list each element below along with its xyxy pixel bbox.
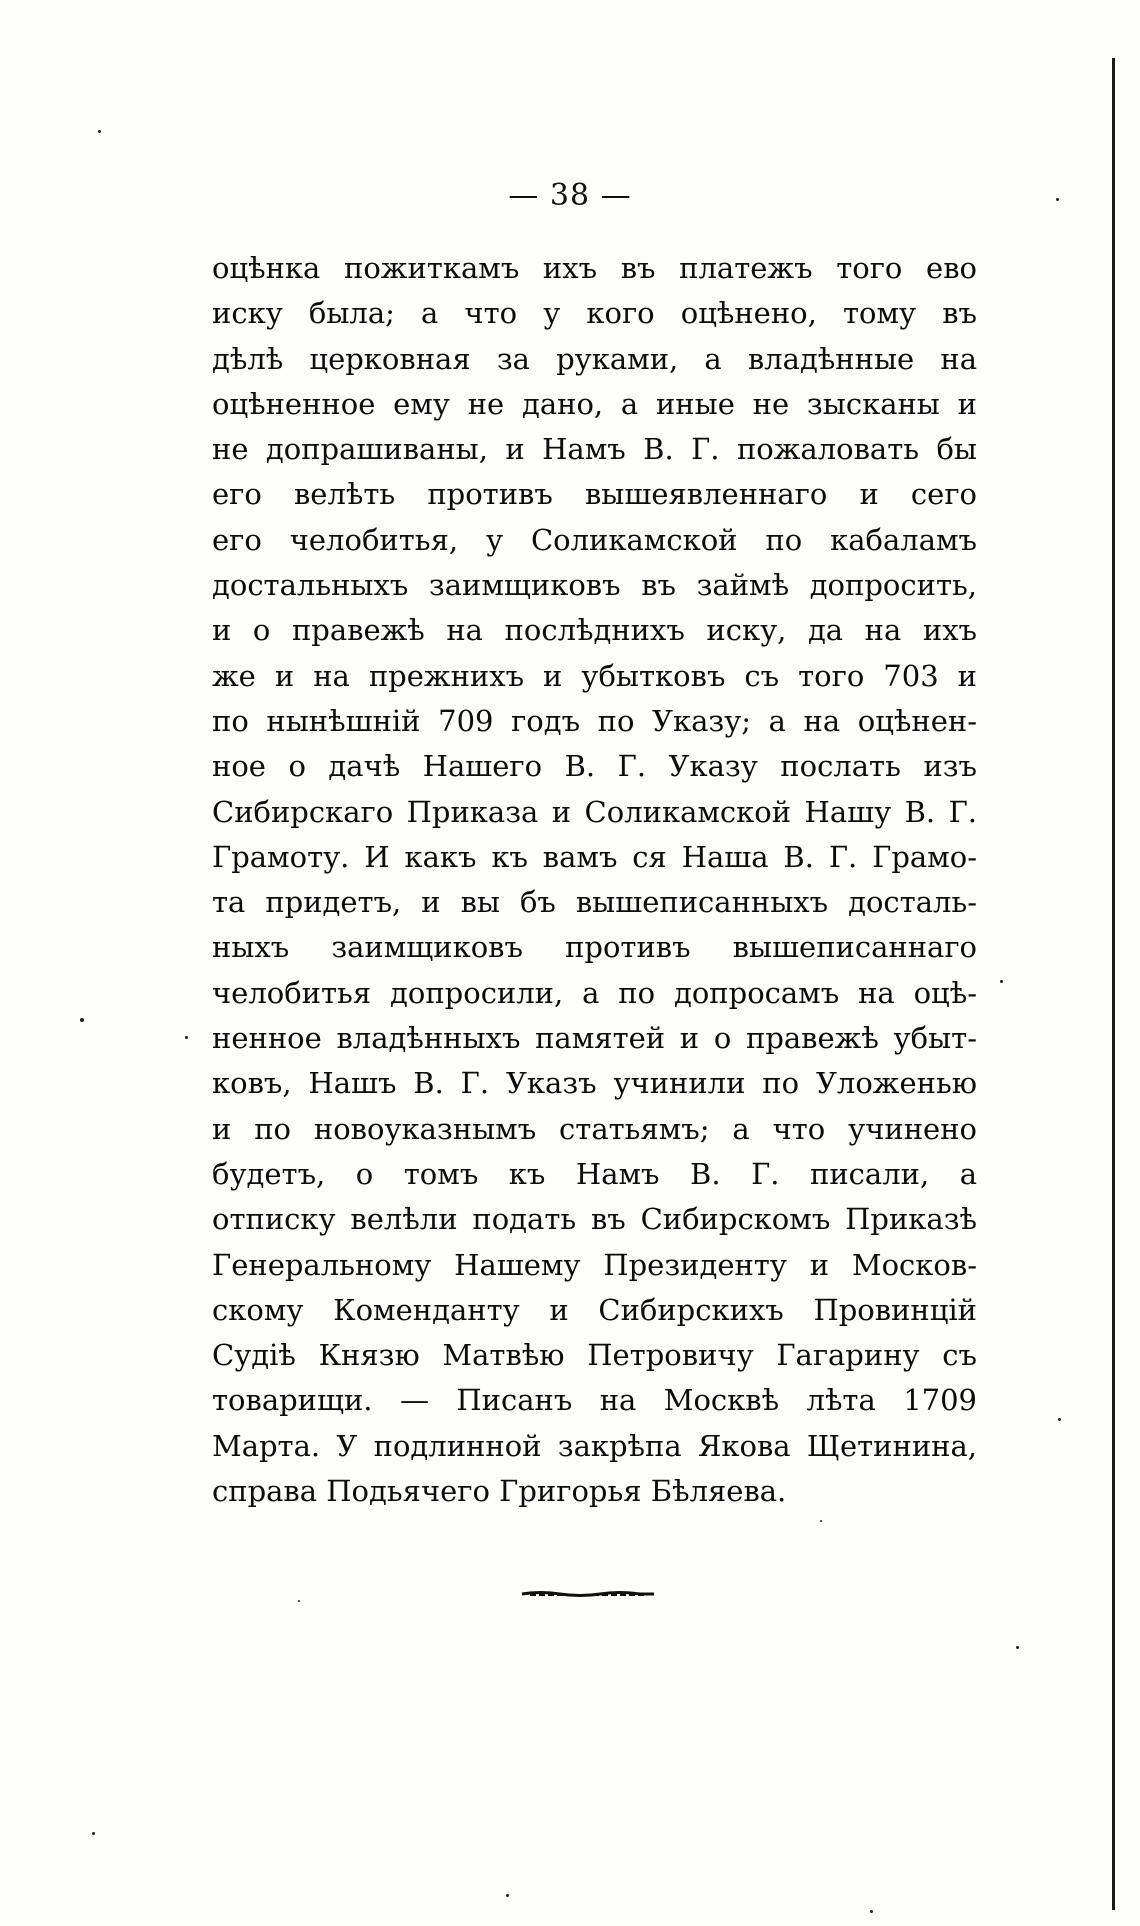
page-number: — 38 —	[508, 178, 632, 213]
text-line: не допрашиваны, и Намъ В. Г. пожаловать бы	[212, 432, 977, 467]
text-line: его челобитья, у Соликамской по кабаламъ	[212, 522, 977, 557]
text-line: ненное владѣнныхъ памятей и о правежѣ убыт-	[212, 1021, 977, 1056]
page-edge-line	[1112, 58, 1115, 1910]
text-line: ковъ, Нашъ В. Г. Указъ учинили по Уложенью	[212, 1066, 977, 1101]
text-line: Марта. У подлинной закрѣпа Якова Щетинина,	[212, 1428, 977, 1463]
text-line: справа Подьячего Григорья Бѣляева.	[212, 1474, 787, 1509]
text-line: по нынѣшній 709 годъ по Указу; а на оцѣнен-	[212, 703, 977, 738]
text-line: будетъ, о томъ къ Намъ В. Г. писали, а	[212, 1156, 977, 1191]
scan-speck	[185, 1036, 188, 1039]
text-line: та придетъ, и вы бъ вышеписанныхъ досталь-	[212, 885, 977, 920]
text-line: и о правежѣ на послѣднихъ иску, да на ихъ	[212, 613, 977, 648]
end-ornament	[520, 1590, 656, 1598]
text-line: скому Коменданту и Сибирскихъ Провинцій	[212, 1292, 977, 1327]
scan-speck	[506, 1894, 509, 1897]
text-line: челобитья допросили, а по допросамъ на оцѣ-	[212, 975, 977, 1010]
text-line: Генеральному Нашему Президенту и Москов-	[212, 1247, 977, 1282]
text-line: иску была; а что у кого оцѣнено, тому въ	[212, 296, 977, 331]
text-line: и по новоуказнымъ статьямъ; а что учинено	[212, 1111, 977, 1146]
scan-speck	[1000, 980, 1003, 983]
text-line: дѣлѣ церковная за руками, а владѣнные на	[212, 341, 977, 376]
scan-speck	[298, 1600, 300, 1602]
text-line: товарищи. — Писанъ на Москвѣ лѣта 1709	[212, 1383, 977, 1418]
scan-speck	[92, 1832, 95, 1835]
text-line: оцѣнка пожиткамъ ихъ въ платежъ того ево	[212, 251, 977, 285]
scan-speck	[870, 1910, 873, 1913]
body-text	[212, 246, 977, 1514]
scan-speck	[1016, 1646, 1019, 1649]
text-line: оцѣненное ему не дано, а иные не зысканы и	[212, 386, 977, 421]
text-line: Грамоту. И какъ къ вамъ ся Наша В. Г. Грамо-	[212, 839, 977, 874]
scan-speck	[820, 1520, 822, 1522]
scan-speck	[1058, 1418, 1061, 1421]
text-line: Судіѣ Князю Матвѣю Петровичу Гагарину съ	[212, 1338, 977, 1373]
text-line: ныхъ заимщиковъ противъ вышеписаннаго	[212, 930, 977, 965]
text-line: его велѣть противъ вышеявленнаго и сего	[212, 477, 977, 512]
text-line: же и на прежнихъ и убытковъ съ того 703 и	[212, 658, 977, 693]
scan-speck	[80, 1018, 84, 1022]
text-line: отписку велѣли подать въ Сибирскомъ Приказѣ	[212, 1202, 977, 1237]
text-line: ное о дачѣ Нашего В. Г. Указу послать изъ	[212, 749, 977, 784]
text-line: достальныхъ заимщиковъ въ займѣ допросить,	[212, 568, 977, 603]
scan-speck	[98, 130, 101, 133]
text-line: Сибирскаго Приказа и Соликамской Нашу В. Г.	[212, 794, 977, 829]
scan-speck	[1056, 198, 1059, 201]
